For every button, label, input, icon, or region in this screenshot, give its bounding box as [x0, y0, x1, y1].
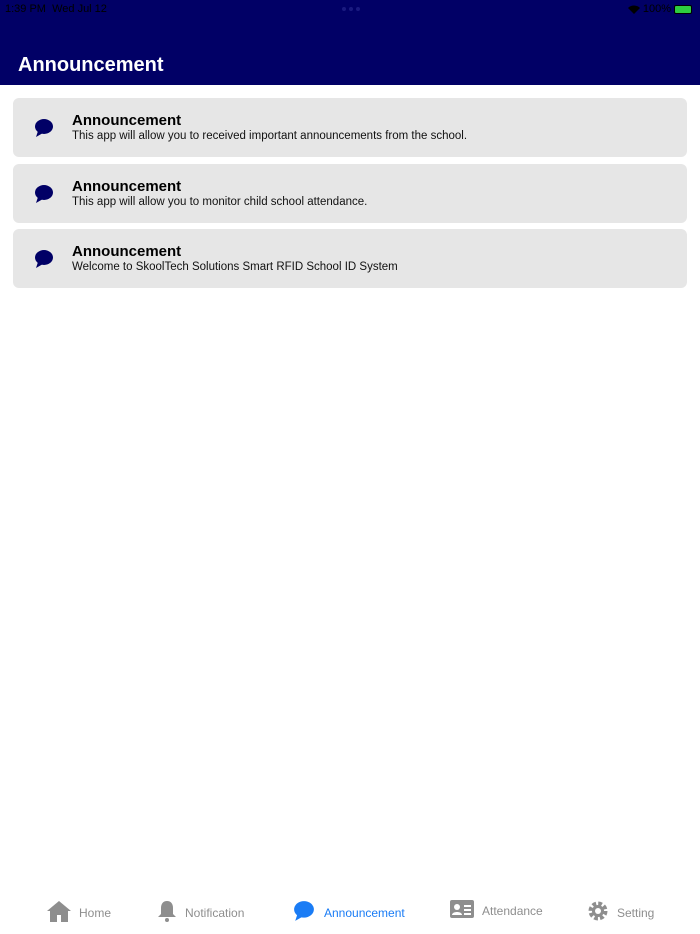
announcement-card[interactable]	[13, 229, 687, 288]
tab-home[interactable]	[47, 900, 111, 925]
battery-icon	[674, 5, 692, 14]
announcement-card[interactable]	[13, 164, 687, 223]
tab-label: Setting	[617, 905, 655, 920]
tab-label: Announcement	[324, 905, 405, 920]
status-time: 1:39 PM Wed Jul 12	[5, 3, 107, 15]
bell-icon	[157, 900, 177, 925]
multitask-dots[interactable]	[342, 7, 360, 11]
tab-label: Attendance	[482, 903, 543, 918]
page-title: Announcement	[18, 54, 164, 76]
chat-bubble-icon	[34, 184, 54, 209]
id-card-icon	[450, 900, 474, 921]
chat-bubble-icon	[292, 900, 316, 925]
announcement-body: This app will allow you to monitor child school attendance.	[72, 196, 368, 208]
tab-setting[interactable]	[587, 900, 654, 925]
chat-bubble-icon	[34, 118, 54, 143]
tab-attendance[interactable]	[450, 900, 543, 921]
announcement-title: Announcement	[72, 178, 182, 195]
app-header	[0, 0, 700, 85]
tab-bar	[0, 890, 700, 934]
tab-notification[interactable]	[157, 900, 244, 925]
tab-announcement[interactable]	[292, 900, 405, 925]
announcement-title: Announcement	[72, 112, 182, 129]
chat-bubble-icon	[34, 249, 54, 274]
status-right	[628, 3, 692, 15]
tab-label: Home	[79, 905, 112, 920]
battery-percent: 100%	[642, 3, 671, 15]
announcement-body: Welcome to SkoolTech Solutions Smart RFID School ID System	[72, 261, 398, 273]
announcement-title: Announcement	[72, 243, 182, 260]
wifi-icon	[628, 5, 640, 14]
tab-label: Notification	[185, 905, 245, 920]
gear-icon	[587, 900, 609, 925]
announcement-card[interactable]	[13, 98, 687, 157]
announcement-body: This app will allow you to received important announcements from the school.	[72, 130, 468, 142]
home-icon	[47, 900, 71, 925]
